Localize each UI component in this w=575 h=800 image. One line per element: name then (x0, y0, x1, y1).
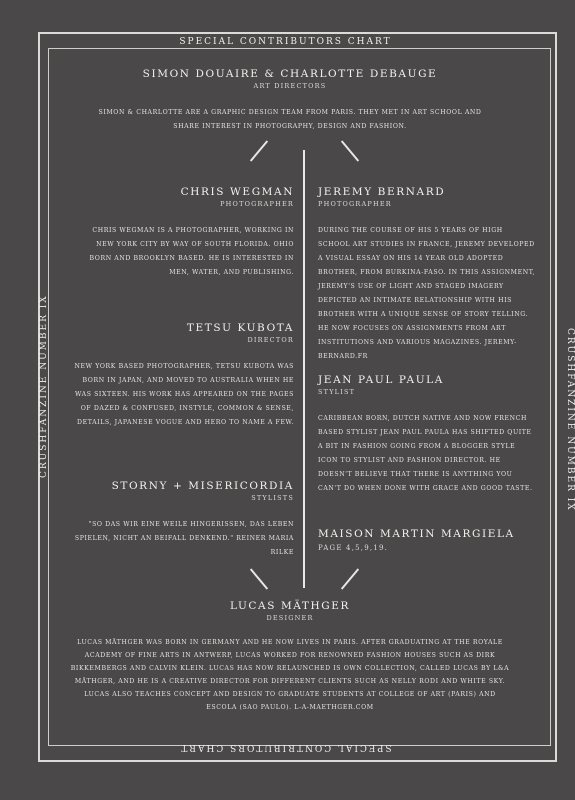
art-directors-role: ART DIRECTORS (253, 82, 327, 90)
contributor-name: MAISON MARTIN MARGIELA (318, 528, 515, 540)
contributor-role: STYLISTS (251, 494, 294, 502)
contributor-storny-misericordia (72, 480, 294, 560)
contributor-name: STORNY + MISERICORDIA (111, 480, 294, 492)
contributor-tetsu-kubota (72, 322, 294, 430)
contributor-name: CHRIS WEGMAN (180, 186, 294, 198)
designer-section (70, 600, 510, 714)
contributor-bio: CARIBBEAN BORN, DUTCH NATIVE AND NOW FRENCH BASED STYLIST JEAN PAUL PAULA HAS SHIFTED QUITE A BIT IN FASHION GOING FROM A BLOGGER STYLE ICON TO STYLIST AND FASHION DIRECTOR. HE DOESN'T BELIEVE THAT THERE IS ANYTHING YOU CAN'T DO WHEN DONE WITH GRACE AND GOOD TASTE. (318, 415, 533, 492)
contributor-role: DIRECTOR (247, 336, 294, 344)
chart-footer: SPECIAL CONTRIBUTORS CHART (179, 742, 392, 752)
art-directors-name: SIMON DOUAIRE & CHARLOTTE DEBAUGE (142, 68, 438, 80)
contributor-role: STYLIST (318, 388, 356, 396)
contributor-name: JEREMY BERNARD (318, 186, 446, 198)
contributor-bio: NEW YORK BASED PHOTOGRAPHER, TETSU KUBOTA WAS BORN IN JAPAN, AND MOVED TO AUSTRALIA WHEN HE WAS SIXTEEN. HIS WORK HAS APPEARED ON THE PAGES OF DAZED & CONFUSED, INSTYLE, COMMON & SENSE, DETAILS, JAPANESE VOGUE AND HERO TO NAME A FEW. (74, 363, 294, 426)
contributor-chris-wegman (72, 186, 294, 280)
art-directors-bio: SIMON & CHARLOTTE ARE A GRAPHIC DESIGN TEAM FROM PARIS. THEY MET IN ART SCHOOL AND SHARE INTEREST IN PHOTOGRAPHY, DESIGN AND FASHION. (98, 109, 482, 130)
contributor-maison-martin-margiela (318, 528, 536, 552)
contributor-role: PHOTOGRAPHER (318, 200, 392, 208)
center-divider (303, 150, 305, 588)
contributor-bio: CHRIS WEGMAN IS A PHOTOGRAPHER, WORKING IN NEW YORK CITY BY WAY OF SOUTH FLORIDA. OHIO BORN AND BROOKLYN BASED. HE IS INTERESTED IN MEN, WATER, AND PUBLISHING. (89, 227, 294, 276)
designer-role: DESIGNER (266, 614, 314, 622)
contributor-bio: "SO DAS WIR EINE WEILE HINGERISSEN, DAS LEBEN SPIELEN, NICHT AN BEIFALL DENKEND." REINER MARIA RILKE (74, 521, 294, 556)
side-label-right: CRUSHFANZINE NUMBER IX (565, 328, 575, 512)
designer-bio: LUCAS MÄTHGER WAS BORN IN GERMANY AND HE NOW LIVES IN PARIS. AFTER GRADUATING AT THE ROYALE ACADEMY OF FINE ARTS IN ANTWERP, LUCAS WORKED FOR RENOWNED FASHION HOUSES SUCH AS DIRK BIKKEMBERGS AND CALVIN KLEIN. LUCAS HAS NOW RELAUNCHED IS OWN COLLECTION, CALLED LUCAS BY L&A MÄTHGER, AND HE IS A CREATIVE DIRECTOR FOR DIFFERENT CLIENTS SUCH AS NELLY RODI AND WHITE SKY. LUCAS ALSO TEACHES CONCEPT AND DESIGN TO GRADUATE STUDENTS AT COLLEGE OF ART (PARIS) AND ESCOLA (SAO PAULO). L-A-MAETHGER.COM (70, 639, 510, 711)
designer-name: LUCAS MÄTHGER (229, 600, 351, 612)
art-directors-section (70, 68, 510, 134)
contributor-name: JEAN PAUL PAULA (318, 374, 444, 386)
chart-header: SPECIAL CONTRIBUTORS CHART (179, 37, 392, 47)
contributor-name: TETSU KUBOTA (186, 322, 294, 334)
contributor-role: PHOTOGRAPHER (220, 200, 294, 208)
contributor-jeremy-bernard (318, 186, 536, 364)
contributor-jean-paul-paula (318, 374, 536, 496)
contributor-pages: PAGE 4,5,9,19. (318, 544, 389, 552)
contributor-bio: DURING THE COURSE OF HIS 5 YEARS OF HIGH SCHOOL ART STUDIES IN FRANCE, JEREMY DEVELOPED A VISUAL ESSAY ON HIS 14 YEAR OLD ADOPTED BROTHER, FROM BURKINA-FASO. IN THIS ASSIGNMENT, JEREMY'S USE OF LIGHT AND STAGED IMAGERY DEPICTED AN INTIMATE RELATIONSHIP WITH HIS BROTHER WITH A UNIQUE SENSE OF STORY TELLING. HE NOW FOCUSES ON ASSIGNMENTS FROM ART INSTITUTIONS AND VARIOUS MAGAZINES. JEREMY-BERNARD.FR (318, 227, 536, 360)
side-label-left: CRUSHFANZINE NUMBER IX (39, 294, 49, 478)
